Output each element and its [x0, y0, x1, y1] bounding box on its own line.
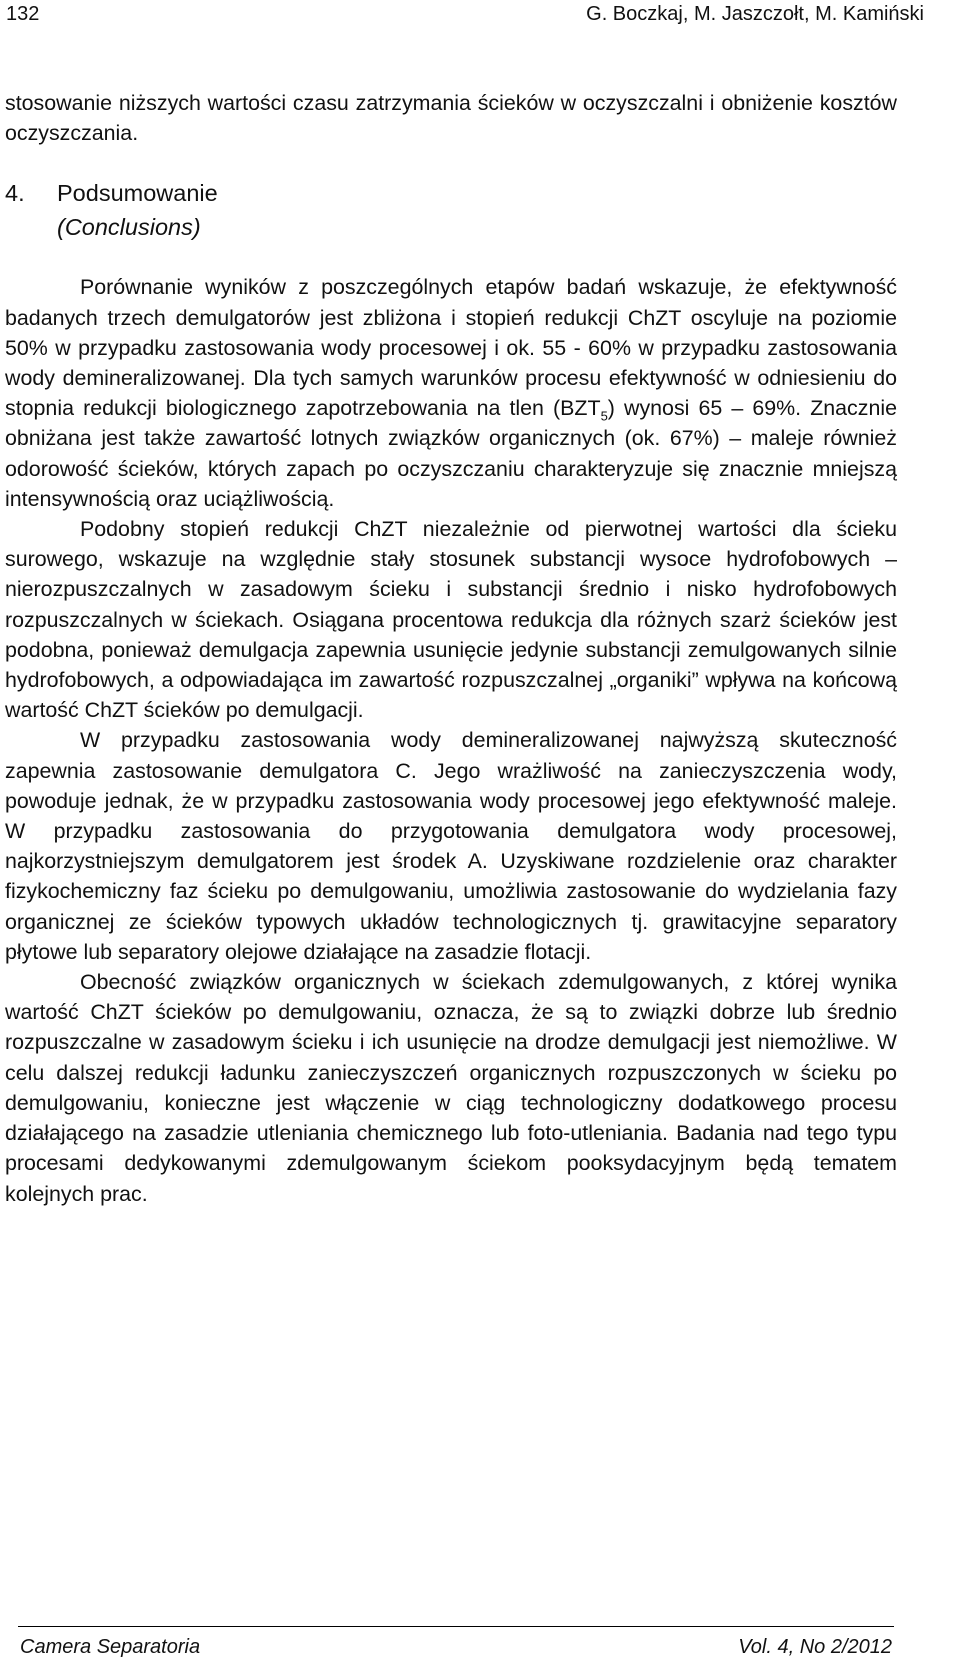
running-authors: G. Boczkaj, M. Jaszczołt, M. Kamiński — [586, 3, 924, 25]
section-title: Podsumowanie — [57, 180, 218, 207]
paragraph-2: Podobny stopień redukcji ChZT niezależnie od pierwotnej wartości dla ścieku surowego, wskazuje na względnie stały stosunek substancji wysoce hydrofobowych – nierozpuszczalnych w zasadowym ścieku i substancji średnio i nisko hydrofobowych rozpuszczalnych w ściekach. Osiągana procentowa redukcja dla różnych szarż ścieków jest podobna, ponieważ demulgacja zapewnia usunięcie jedynie substancji zemulgowanych silnie hydrofobowych, a odpowiadająca im zawartość rozpuszczalnej „organiki” wpływa na końcową wartość ChZT ścieków po demulgacji. — [5, 517, 897, 723]
body-text — [5, 88, 897, 1209]
journal-volume: Vol. 4, No 2/2012 — [738, 1636, 892, 1658]
paragraph-1 — [5, 272, 897, 514]
paragraph-3: W przypadku zastosowania wody demineralizowanej najwyższą skuteczność zapewnia zastosowanie demulgatora C. Jego wrażliwość na zanieczyszczenia wody, powoduje jednak, że w przypadku zastosowania wody procesowej jego efektywność maleje. W przypadku zastosowania do przygotowania demulgatora wody procesowej, najkorzystniejszym demulgatorem jest środek A. Uzyskiwane rozdzielenie oraz charakter fizykochemiczny faz ścieku po demulgowaniu, umożliwia zastosowanie do wydzielania fazy organicznej ze ścieków typowych układów technologicznych tj. grawitacyjne separatory płytowe lub separatory olejowe działające na zasadzie flotacji. — [5, 728, 897, 964]
footer-rule — [18, 1626, 894, 1627]
paragraph-1-part-a: Porównanie wyników z poszczególnych etapów badań wskazuje, że efektywność badanych trzech demulgatorów jest zbliżona i stopień redukcji ChZT oscyluje na poziomie 50% w przypadku zastosowania wody procesowej i ok. 55 - 60% w przypadku zastosowania wody demineralizowanej. Dla tych samych warunków procesu efektywność w odniesieniu do stopnia redukcji biologicznego zapotrzebowania na tlen (BZT — [5, 275, 897, 421]
section-heading — [5, 176, 897, 244]
section-subtitle: (Conclusions) — [57, 214, 201, 241]
section-title-block — [57, 176, 897, 244]
journal-name: Camera Separatoria — [20, 1636, 201, 1658]
page-number: 132 — [6, 3, 40, 25]
section-number: 4. — [5, 180, 25, 207]
running-footer — [18, 1626, 894, 1656]
running-header — [6, 2, 924, 26]
paragraph-4: Obecność związków organicznych w ściekach zdemulgowanych, z której wynika wartość ChZT ścieków po demulgowaniu, oznacza, że są to związki dobrze lub średnio rozpuszczalne w zasadowym ścieku i ich usunięcie na drodze demulgacji jest niemożliwe. W celu dalszej redukcji ładunku zanieczyszczeń organicznych rozpuszczonych w ścieku po demulgowaniu, konieczne jest włączenie w ciąg technologiczny dodatkowego procesu działającego na zasadzie utleniania chemicznego lub foto-utleniania. Badania nad tego typu procesami dedykowanymi zdemulgowanym ściekom pooksydacyjnym będą tematem kolejnych prac. — [5, 970, 897, 1206]
lead-in-paragraph: stosowanie niższych wartości czasu zatrzymania ścieków w oczyszczalni i obniżenie kosztów oczyszczania. — [5, 91, 897, 146]
bzt-subscript: 5 — [600, 408, 608, 424]
paragraph-1-part-b: ) wynosi 65 – 69%. Znacznie obniżana jest także zawartość lotnych związków organicznych (ok. 67%) – maleje również odorowość ścieków, których zapach po oczyszczaniu charakteryzuje się znacznie mniejszą intensywnością oraz uciążliwością. — [5, 396, 897, 511]
